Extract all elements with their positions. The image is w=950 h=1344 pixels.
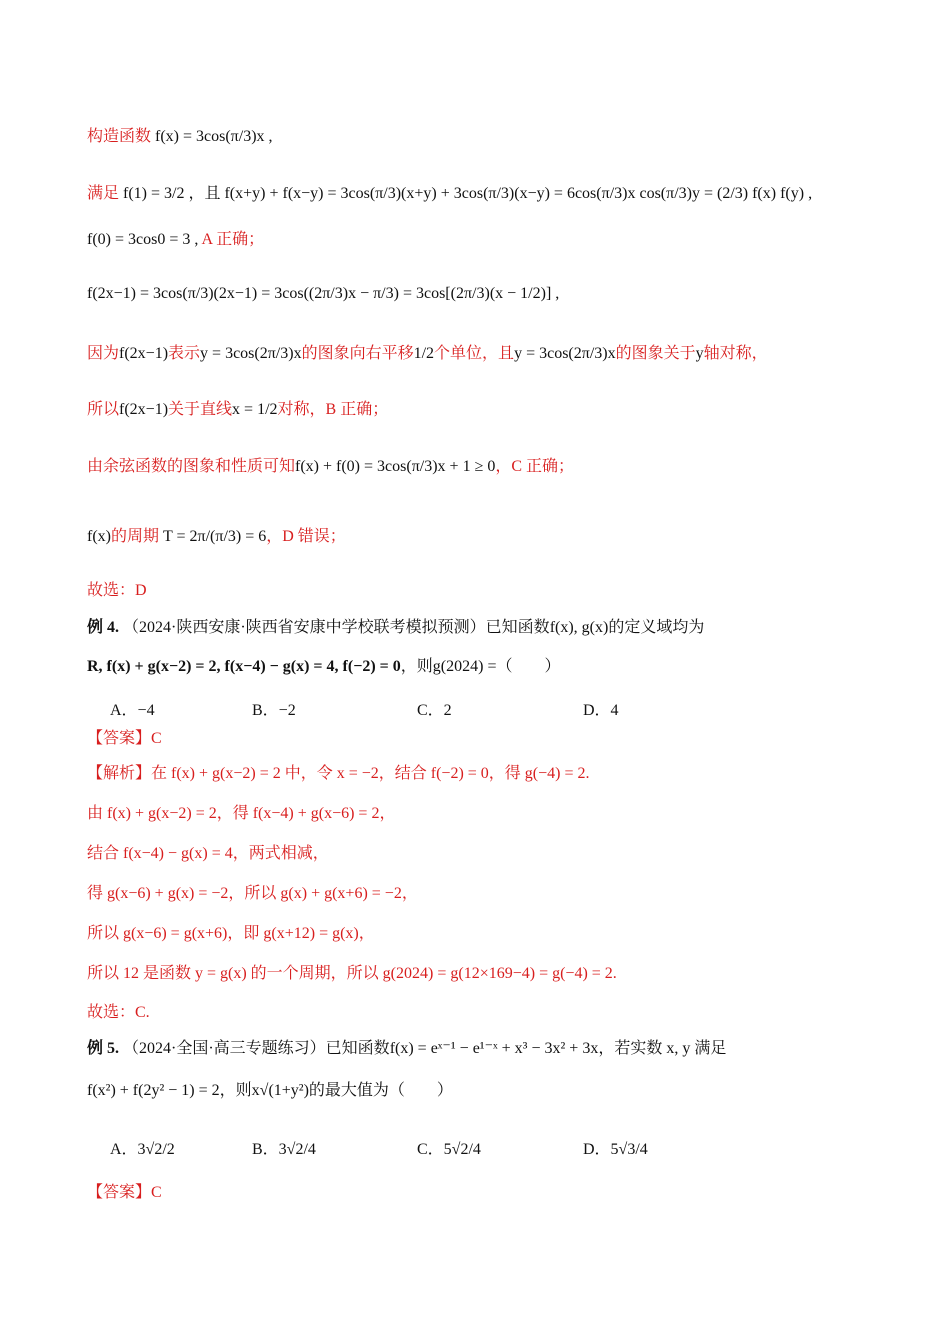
example-5-answer: 【答案】C	[87, 1184, 162, 1201]
example-4-answer: 【答案】C	[87, 730, 162, 747]
option-a: A．−4	[110, 702, 155, 719]
example-4-stem: 例 4. （2024·陕西安康·陕西省安康中学校联考模拟预测）已知函数f(x), g(x)的定义域均为	[87, 619, 705, 636]
example-5-condition: f(x²) + f(2y² − 1) = 2，则x√(1+y²)的最大值为（ ）	[87, 1082, 453, 1099]
option-b: B．3√2/4	[252, 1141, 316, 1158]
example-4-analysis-3: 结合 f(x−4) − g(x) = 4，两式相减，	[87, 845, 329, 862]
example-4-analysis-5: 所以 g(x−6) = g(x+6)，即 g(x+12) = g(x)，	[87, 925, 375, 942]
example-4-analysis-6: 所以 12 是函数 y = g(x) 的一个周期，所以 g(2024) = g(12×169−4) = g(−4) = 2.	[87, 965, 617, 982]
solution-line-4: f(2x−1) = 3cos(π/3)(2x−1) = 3cos((2π/3)x − π/3) = 3cos[(2π/3)(x − 1/2)] ,	[87, 285, 560, 302]
solution-line-5: 因为f(2x−1)表示y = 3cos(2π/3)x的图象向右平移1/2个单位，且y = 3cos(2π/3)x的图象关于y轴对称，	[87, 345, 768, 362]
solution-choice: 故选：D	[87, 582, 147, 599]
option-d: D．5√3/4	[583, 1141, 648, 1158]
option-c: C．2	[417, 702, 452, 719]
solution-line-8: f(x)的周期 T = 2π/(π/3) = 6，D 错误；	[87, 528, 346, 545]
solution-line-6: 所以f(2x−1)关于直线x = 1/2对称，B 正确；	[87, 401, 389, 418]
solution-line-2: 满足 f(1) = 3/2 ，且 f(x+y) + f(x−y) = 3cos(π/3)(x+y) + 3cos(π/3)(x−y) = 6cos(π/3)x cos(π/3)y = (2/3) f(x) f(y) ,	[87, 185, 813, 202]
example-4-analysis-1: 【解析】在 f(x) + g(x−2) = 2 中，令 x = −2，结合 f(−2) = 0，得 g(−4) = 2.	[87, 765, 590, 782]
option-d: D．4	[583, 702, 619, 719]
example-4-choice: 故选：C.	[87, 1004, 150, 1021]
example-5-stem: 例 5. （2024·全国·高三专题练习）已知函数f(x) = eˣ⁻¹ − e¹⁻ˣ + x³ − 3x² + 3x，若实数 x, y 满足	[87, 1040, 727, 1057]
option-b: B．−2	[252, 702, 296, 719]
solution-line-7: 由余弦函数的图象和性质可知f(x) + f(0) = 3cos(π/3)x + 1 ≥ 0，C 正确；	[87, 458, 575, 475]
option-a: A．3√2/2	[110, 1141, 175, 1158]
option-c: C．5√2/4	[417, 1141, 481, 1158]
example-4-analysis-2: 由 f(x) + g(x−2) = 2，得 f(x−4) + g(x−6) = 2，	[87, 805, 396, 822]
example-4-analysis-4: 得 g(x−6) + g(x) = −2，所以 g(x) + g(x+6) = −2，	[87, 885, 418, 902]
solution-line-1: 构造函数 f(x) = 3cos(π/3)x ,	[87, 128, 273, 145]
solution-line-3: f(0) = 3cos0 = 3 , A 正确；	[87, 231, 265, 248]
example-4-condition: R, f(x) + g(x−2) = 2, f(x−4) − g(x) = 4, f(−2) = 0，则g(2024) =（ ）	[87, 658, 561, 675]
